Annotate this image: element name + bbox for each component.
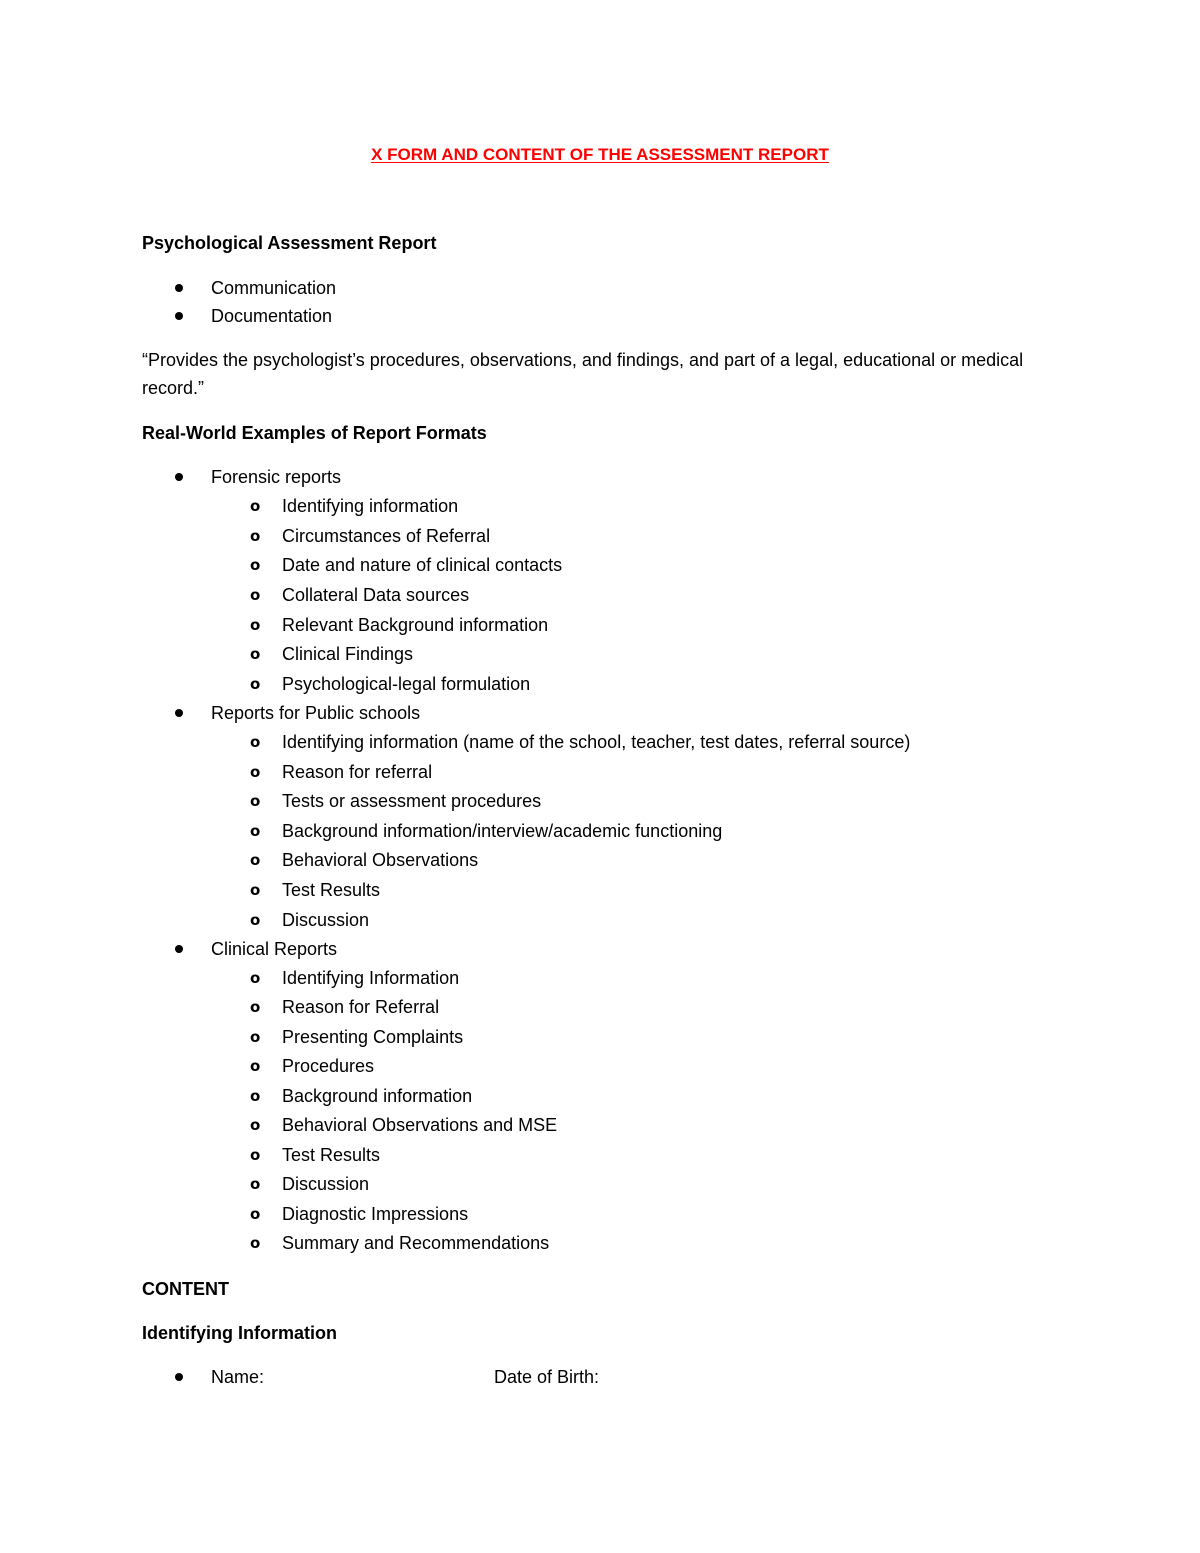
bullet-icon <box>175 945 183 953</box>
sub-bullet-icon: o <box>250 527 261 545</box>
list-item-public-schools: Reports for Public schools <box>211 703 421 723</box>
section-heading-psychological-assessment-report: Psychological Assessment Report <box>142 233 437 253</box>
sub-bullet-icon: o <box>250 998 261 1016</box>
sub-list-item: Reason for Referral <box>282 997 440 1017</box>
sub-bullet-icon: o <box>250 911 261 929</box>
sub-list-item: Diagnostic Impressions <box>282 1204 469 1224</box>
sub-bullet-icon: o <box>250 1116 261 1134</box>
sub-list-item: Psychological-legal formulation <box>282 674 531 694</box>
sub-bullet-icon: o <box>250 1057 261 1075</box>
sub-bullet-icon: o <box>250 763 261 781</box>
sub-bullet-icon: o <box>250 1028 261 1046</box>
sub-list-item: Summary and Recommendations <box>282 1233 550 1253</box>
sub-list-item: Discussion <box>282 1174 370 1194</box>
date-of-birth-field-label: Date of Birth: <box>494 1367 600 1387</box>
sub-list-item: Procedures <box>282 1056 375 1076</box>
sub-list-item: Background information/interview/academic functioning <box>282 821 723 841</box>
bullet-icon <box>175 709 183 717</box>
sub-bullet-icon: o <box>250 733 261 751</box>
sub-bullet-icon: o <box>250 586 261 604</box>
sub-bullet-icon: o <box>250 1234 261 1252</box>
section-heading-identifying-information: Identifying Information <box>142 1323 337 1343</box>
sub-bullet-icon: o <box>250 1146 261 1164</box>
sub-bullet-icon: o <box>250 822 261 840</box>
bullet-icon <box>175 473 183 481</box>
sub-bullet-icon: o <box>250 556 261 574</box>
sub-list-item: Circumstances of Referral <box>282 526 491 546</box>
bullet-icon <box>175 1373 183 1381</box>
sub-list-item: Test Results <box>282 1145 381 1165</box>
document-title: X FORM AND CONTENT OF THE ASSESSMENT REPORT <box>371 145 829 164</box>
sub-list-item: Date and nature of clinical contacts <box>282 555 563 575</box>
list-item-clinical-reports: Clinical Reports <box>211 939 338 959</box>
bullet-icon <box>175 312 183 320</box>
list-item: Communication <box>211 278 337 298</box>
list-item-forensic-reports: Forensic reports <box>211 467 342 487</box>
sub-list-item: Relevant Background information <box>282 615 549 635</box>
sub-list-item: Collateral Data sources <box>282 585 470 605</box>
sub-list-item: Behavioral Observations <box>282 850 479 870</box>
sub-bullet-icon: o <box>250 497 261 515</box>
definition-quote: “Provides the psychologist’s procedures, observations, and findings, and part of a legal, educational or medical record.” <box>142 350 1024 398</box>
sub-bullet-icon: o <box>250 1175 261 1193</box>
bullet-icon <box>175 284 183 292</box>
sub-bullet-icon: o <box>250 792 261 810</box>
section-heading-report-formats: Real-World Examples of Report Formats <box>142 423 487 443</box>
sub-bullet-icon: o <box>250 969 261 987</box>
name-field-label: Name: <box>211 1367 265 1387</box>
sub-list-item: Behavioral Observations and MSE <box>282 1115 558 1135</box>
sub-list-item: Background information <box>282 1086 473 1106</box>
sub-list-item: Test Results <box>282 880 381 900</box>
sub-bullet-icon: o <box>250 1087 261 1105</box>
sub-bullet-icon: o <box>250 675 261 693</box>
section-heading-content: CONTENT <box>142 1279 229 1299</box>
sub-list-item: Presenting Complaints <box>282 1027 464 1047</box>
sub-list-item: Identifying information <box>282 496 459 516</box>
sub-list-item: Clinical Findings <box>282 644 414 664</box>
sub-bullet-icon: o <box>250 881 261 899</box>
sub-list-item: Identifying Information <box>282 968 460 988</box>
sub-bullet-icon: o <box>250 1205 261 1223</box>
sub-list-item: Discussion <box>282 910 370 930</box>
sub-bullet-icon: o <box>250 645 261 663</box>
sub-bullet-icon: o <box>250 616 261 634</box>
list-item: Documentation <box>211 306 333 326</box>
sub-list-item: Tests or assessment procedures <box>282 791 542 811</box>
sub-list-item: Identifying information (name of the school, teacher, test dates, referral source) <box>282 732 911 752</box>
sub-list-item: Reason for referral <box>282 762 433 782</box>
sub-bullet-icon: o <box>250 851 261 869</box>
